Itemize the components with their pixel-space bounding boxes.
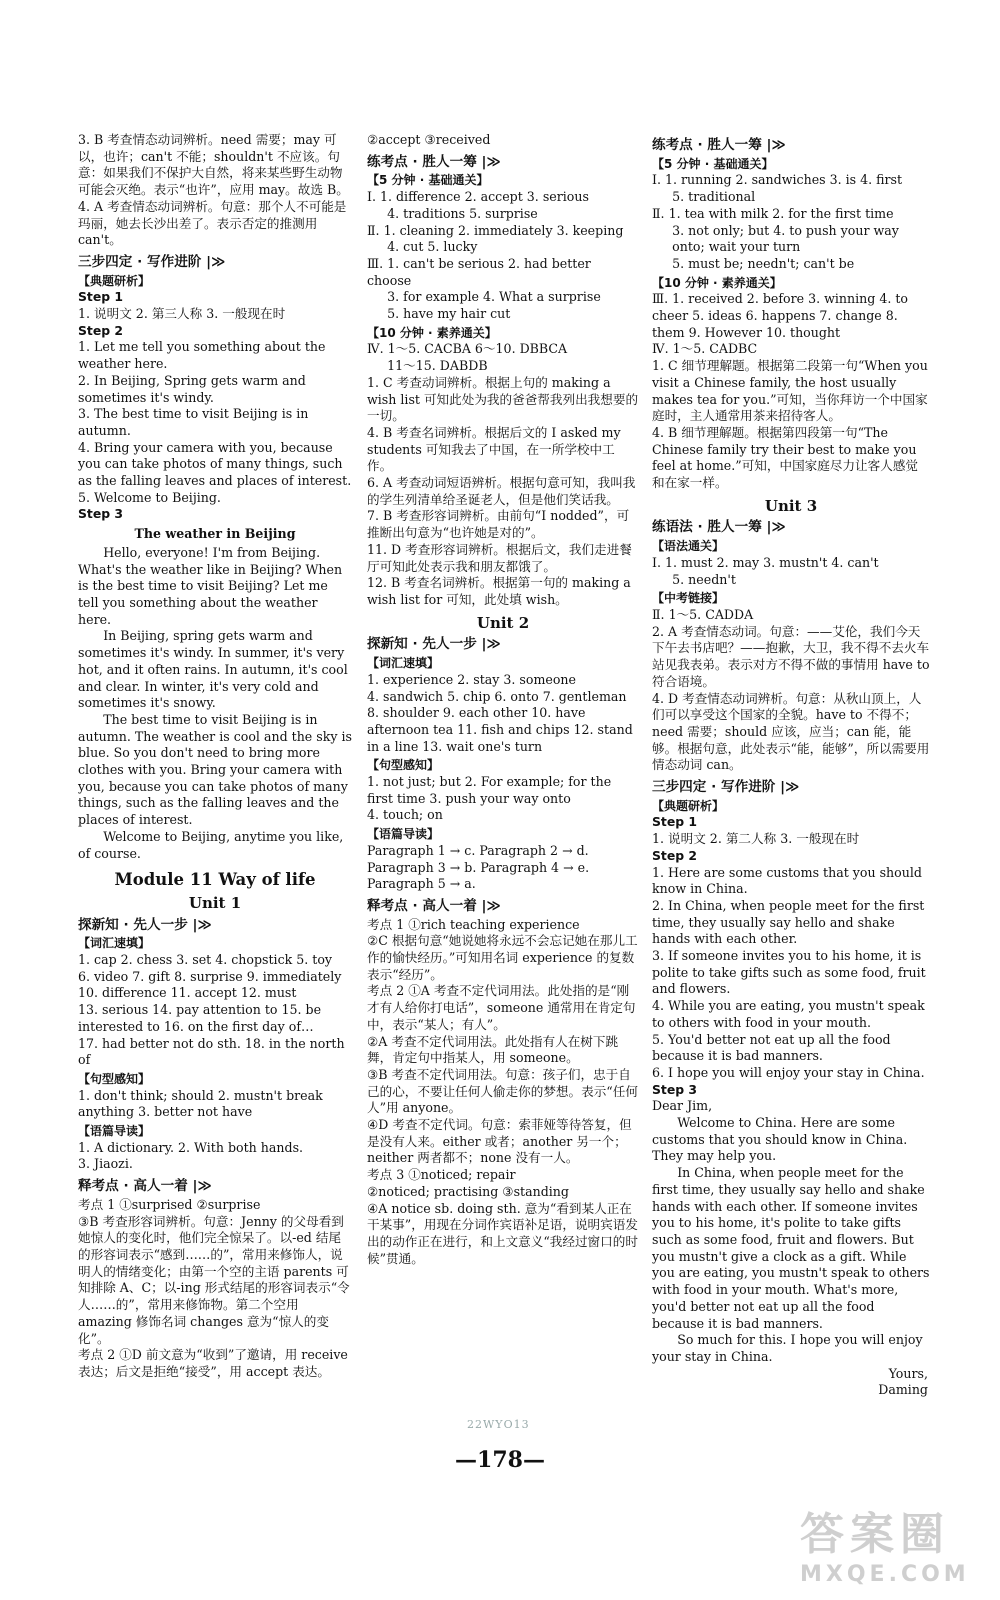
answer-line: ③B 考查形容词辨析。句意：Jenny 的父母看到她惊人的变化时，他们完全惊呆了。以-ed 结尾的形容词表示“感到……的”，常用来修饰人，说明人的情绪变化；由第一个空的主语 parents 可知排除 A、C；以-ing 形式结尾的形容词表示“令人……的”，常用来修饰物。第二个空用 amazing 修饰名词 changes 意为“惊人的变化”。 [78, 1213, 350, 1346]
subsection-label: 【语篇导读】 [367, 827, 440, 842]
subsection-label: 【典题研析】 [652, 798, 725, 813]
answer-line: 8. shoulder 9. each other 10. have afternoon tea 11. fish and chips 12. stand in a line 13. wait one's turn [367, 705, 633, 754]
subsection-label: 【词汇速填】 [78, 936, 151, 951]
answer-line: 12. B 考查名词辨析。根据第一句的 making a wish list for 可知，此处填 wish。 [367, 575, 631, 607]
answer-line: 1. Here are some customs that you should know in China. [652, 864, 922, 897]
section-heading: 三步四定 · 写作进阶 |≫ [652, 779, 800, 796]
subsection-label: 【10 分钟 · 素养通关】 [367, 325, 497, 340]
answer-line: Ⅲ. 1. received 2. before 3. winning 4. to cheer 5. ideas 6. happens 7. change 8. them 9. However 10. thought [652, 291, 908, 340]
watermark-logo-text: 答案圈 [800, 1509, 950, 1560]
answer-line: Ⅱ. 1～5. CADDA [652, 606, 754, 622]
unit-title: Unit 3 [764, 496, 818, 515]
subsection-label: 【10 分钟 · 素养通关】 [652, 275, 782, 290]
section-heading: 练语法 · 胜人一筹 |≫ [652, 519, 786, 536]
unit-title: Unit 2 [476, 613, 530, 632]
answer-line: 1. C 细节理解题。根据第二段第一句“When you visit a Chinese family, the host usually makes tea for you.”可知，当你拜访一个中国家庭时，主人通常用茶来招待客人。 [652, 358, 928, 424]
step-label: Step 2 [652, 847, 698, 863]
watermark-url: MXQE.COM [800, 1562, 970, 1587]
essay-paragraph: In Beijing, spring gets warm and sometimes it's windy. In summer, it's very hot, and it often rains. In autumn, it's cool and clear. In winter, it's very cold and sometimes it's snowy. [78, 628, 348, 711]
middle-column [367, 132, 639, 1267]
step-label: Step 3 [78, 506, 124, 522]
subsection-label: 【语篇导读】 [78, 1124, 151, 1139]
answer-line: 3. Jiaozi. [78, 1156, 133, 1172]
page-number: —178— [455, 1447, 545, 1473]
essay-paragraph: Hello, everyone! I'm from Beijing. What's the weather like in Beijing? When is the best time to visit Beijing? Let me tell you something about the weather here. [78, 544, 343, 627]
section-heading: 练考点 · 胜人一筹 |≫ [367, 153, 501, 170]
left-column [78, 132, 352, 1381]
answer-line: 4. A 考查情态动词辨析。句意：那个人不可能是玛丽，她去长沙出差了。表示否定的推测用 can't。 [78, 198, 347, 248]
answer-line: 考点 3 ①noticed; repair [367, 1167, 516, 1183]
step-label: Step 2 [78, 322, 124, 338]
answer-line: Ⅰ. 1. difference 2. accept 3. serious [367, 189, 589, 205]
answer-line: 4. D 考查情态动词辨析。句意：从秋山顶上，人们可以享受这个国家的全貌。have to 不得不；need 需要；should 应该，应当；can 能，能够。根据句意，此处表示“能，能够”，所以需要用情态动词 can。 [652, 690, 930, 773]
answer-line: 1. C 考查动词辨析。根据上句的 making a wish list 可知此处为我的爸爸帮我列出我想要的一切。 [367, 374, 639, 424]
section-heading: 探新知 · 先人一步 |≫ [78, 916, 212, 933]
subsection-label: 【典题研析】 [78, 273, 151, 288]
answer-line: Ⅲ. 1. can't be serious 2. had better choose [367, 255, 591, 288]
module-title: Module 11 Way of life [114, 870, 316, 890]
essay-title: The weather in Beijing [134, 526, 296, 542]
answer-line: ②accept ③received [367, 132, 491, 147]
answer-line: 考点 2 ①D 前文意为“收到”了邀请，用 receive 表达；后文是拒绝“接受”，用 accept 表达。 [78, 1347, 348, 1379]
answer-line-indented: 3. for example 4. What a surprise [387, 289, 601, 305]
unit-title: Unit 1 [188, 893, 242, 912]
answer-line: Dear Jim, [652, 1098, 713, 1114]
answer-line-indented: 5. traditional [672, 189, 756, 205]
answer-line: 5. Welcome to Beijing. [78, 489, 221, 505]
answer-line: Ⅱ. 1. cleaning 2. immediately 3. keeping [367, 222, 624, 238]
letter-signoff: Yours, [888, 1365, 928, 1381]
answer-line: 1. 说明文 2. 第三人称 3. 一般现在时 [78, 306, 286, 322]
answer-line-indented: 3. not only; but 4. to push your way onto; wait your turn [672, 222, 899, 255]
answer-line: 2. In China, when people meet for the first time, they usually say hello and shake hands with each other. [652, 897, 925, 947]
subsection-label: 【中考链接】 [652, 591, 725, 606]
answer-line: Ⅳ. 1～5. CACBA 6～10. DBBCA [367, 341, 568, 357]
answer-line: 1. A dictionary. 2. With both hands. [78, 1139, 304, 1155]
essay-paragraph: Welcome to China. Here are some customs that you should know in China. They may help you. [652, 1115, 908, 1164]
letter-signoff: Daming [878, 1382, 928, 1398]
answer-line: 5. You'd better not eat up all the food because it is bad manners. [652, 1031, 891, 1064]
step-label: Step 1 [78, 289, 124, 305]
answer-line: 1. cap 2. chess 3. set 4. chopstick 5. toy [78, 952, 333, 968]
step-label: Step 1 [652, 814, 698, 830]
answer-line-indented: 4. traditions 5. surprise [387, 205, 538, 221]
subsection-label: 【5 分钟 · 基础通关】 [652, 156, 774, 171]
essay-paragraph: Welcome to Beijing, anytime you like, of course. [78, 828, 344, 861]
site-watermark [800, 1508, 980, 1588]
section-heading: 三步四定 · 写作进阶 |≫ [78, 253, 226, 270]
answer-line-indented: 5. have my hair cut [387, 306, 511, 322]
answer-line: 2. In Beijing, Spring gets warm and sometimes it's windy. [78, 372, 306, 405]
answer-line: 4. While you are eating, you mustn't speak to others with food in your mouth. [652, 998, 925, 1030]
subsection-label: 【句型感知】 [367, 758, 440, 773]
answer-line: ④D 考查不定代词。句意：索菲娅等待答复，但是没有人来。either 或者；another 另一个；neither 两者都不；none 没有一人。 [367, 1117, 632, 1166]
answer-line-indented: 5. must be; needn't; can't be [672, 255, 855, 271]
answer-line: 1. not just; but 2. For example; for the first time 3. push your way onto [367, 774, 612, 806]
step-label: Step 3 [652, 1081, 698, 1097]
answer-line: Ⅱ. 1. tea with milk 2. for the first time [652, 205, 894, 221]
subsection-label: 【词汇速填】 [367, 656, 440, 671]
answer-line: 1. experience 2. stay 3. someone [367, 671, 576, 687]
answer-line: ②C 根据句意“她说她将永远不会忘记她在那儿工作的愉快经历。”可知用名词 experience 的复数表示“经历”。 [367, 933, 638, 982]
answer-line: Paragraph 5 → a. [367, 876, 476, 892]
answer-line: 4. sandwich 5. chip 6. onto 7. gentleman [367, 688, 627, 704]
essay-paragraph: In China, when people meet for the first time, they usually say hello and shake hands with each other. If someone invites you to his home, it's polite to take gifts such as some food, fruit and flowers. But you mustn't give a clock as a gift. While you are eating, you mustn't speak to others with food in your mouth. What's more, you'd better not eat up all the food because it is bad manners. [652, 1165, 930, 1331]
answer-line: Ⅰ. 1. must 2. may 3. mustn't 4. can't [652, 554, 879, 570]
answer-line: 1. Let me tell you something about the weather here. [78, 339, 326, 372]
answer-line: ②A 考查不定代词用法。此处指有人在树下跳舞，肯定句中指某人，用 someone。 [367, 1033, 619, 1066]
answer-line: 4. B 考查名词辨析。根据后文的 I asked my students 可知我去了中国，在一所学校中工作。 [367, 424, 621, 474]
answer-line: 考点 1 ①surprised ②surprise [78, 1196, 261, 1212]
answer-line: ④A notice sb. doing sth. 意为“看到某人正在干某事”，用现在分词作宾语补足语，说明宾语发出的动作正在进行，和上文意义“我经过窗口的时候”贯通。 [367, 1200, 638, 1266]
answer-line-indented: 11～15. DABDB [387, 358, 488, 374]
answer-line-indented: 4. cut 5. lucky [387, 239, 478, 255]
answer-line: 6. video 7. gift 8. surprise 9. immediately 10. difference 11. accept 12. must [78, 968, 342, 1001]
subsection-label: 【语法通关】 [652, 539, 725, 554]
answer-line: Paragraph 1 → c. Paragraph 2 → d. [367, 842, 589, 858]
answer-line: Ⅰ. 1. running 2. sandwiches 3. is 4. first [652, 172, 903, 188]
answer-line-indented: 5. needn't [672, 571, 736, 587]
answer-line: ②noticed; practising ③standing [367, 1183, 569, 1199]
answer-line: 17. had better not do sth. 18. in the north of [78, 1035, 345, 1068]
answer-line: 1. 说明文 2. 第二人称 3. 一般现在时 [652, 831, 860, 847]
section-heading: 探新知 · 先人一步 |≫ [367, 636, 501, 653]
answer-line: 3. If someone invites you to his home, it is polite to take gifts such as some food, fruit and flowers. [652, 948, 926, 997]
answer-line: 4. Bring your camera with you, because you can take photos of many things, such as the falling leaves and places of interest. [78, 439, 352, 489]
essay-paragraph: So much for this. I hope you will enjoy your stay in China. [652, 1332, 923, 1364]
answer-line: Paragraph 3 → b. Paragraph 4 → e. [367, 859, 590, 875]
answer-line: 1. don't think; should 2. mustn't break anything 3. better not have [78, 1087, 323, 1120]
answer-line: Ⅳ. 1～5. CADBC [652, 341, 758, 357]
answer-line: 13. serious 14. pay attention to 15. be interested to 16. on the first day of… [78, 1002, 322, 1034]
answer-line: 3. The best time to visit Beijing is in autumn. [78, 406, 309, 438]
section-heading: 练考点 · 胜人一筹 |≫ [652, 137, 786, 153]
answer-line: 4. touch; on [367, 807, 443, 823]
answer-line: 3. B 考查情态动词辨析。need 需要；may 可以，也许；can't 不能；shouldn't 不应该。句意：如果我们不保护大自然，将来某些野生动物可能会灭绝。表示“也许”，应用 may。故选 B。 [78, 132, 349, 198]
essay-paragraph: The best time to visit Beijing is in autumn. The weather is cool and the sky is blue. So you don't need to bring more clothes with you. Bring your camera with you, because you can take photos of many things, such as the falling leaves and the places of interest. [78, 711, 352, 828]
section-heading: 释考点 · 高人一着 |≫ [367, 897, 501, 914]
subsection-label: 【5 分钟 · 基础通关】 [367, 173, 489, 188]
answer-line: 6. I hope you will enjoy your stay in China. [652, 1064, 925, 1080]
answer-line: 考点 1 ①rich teaching experience [367, 916, 580, 932]
subsection-label: 【句型感知】 [78, 1071, 151, 1086]
answer-line: ③B 考查不定代词用法。句意：孩子们，忠于自己的心，不要让任何人偷走你的梦想。表示“任何人”用 anyone。 [367, 1066, 638, 1116]
answer-line: 2. A 考查情态动词。句意：——艾伦，我们今天下午去书店吧？——抱歉，大卫，我不得不去火车站见我表弟。表示对方不得不做的事情用 have to 符合语境。 [652, 623, 930, 689]
answer-line: 考点 2 ①A 考查不定代词用法。此处指的是“刚才有人给你打电话”，someone 通常用在肯定句中，表示“某人；有人”。 [367, 983, 636, 1032]
answer-line: 11. D 考查形容词辨析。根据后文，我们走进餐厅可知此处表示我和朋友都饿了。 [367, 541, 632, 574]
section-heading: 释考点 · 高人一着 |≫ [78, 1178, 212, 1195]
answer-line: 6. A 考查动词短语辨析。根据句意可知，我叫我的学生列清单给圣诞老人，但是他们笑话我。 [367, 475, 636, 507]
answer-line: 7. B 考查形容词辨析。由前句“I nodded”，可推断出句意为“也许她是对的”。 [367, 508, 630, 541]
right-column [652, 132, 930, 1399]
answer-line: 4. B 细节理解题。根据第四段第一句“The Chinese family try their best to make you feel at home.”可知，中国家庭尽力让客人感觉和在家一样。 [652, 424, 919, 491]
print-code: 22WYO13 [467, 1418, 530, 1431]
